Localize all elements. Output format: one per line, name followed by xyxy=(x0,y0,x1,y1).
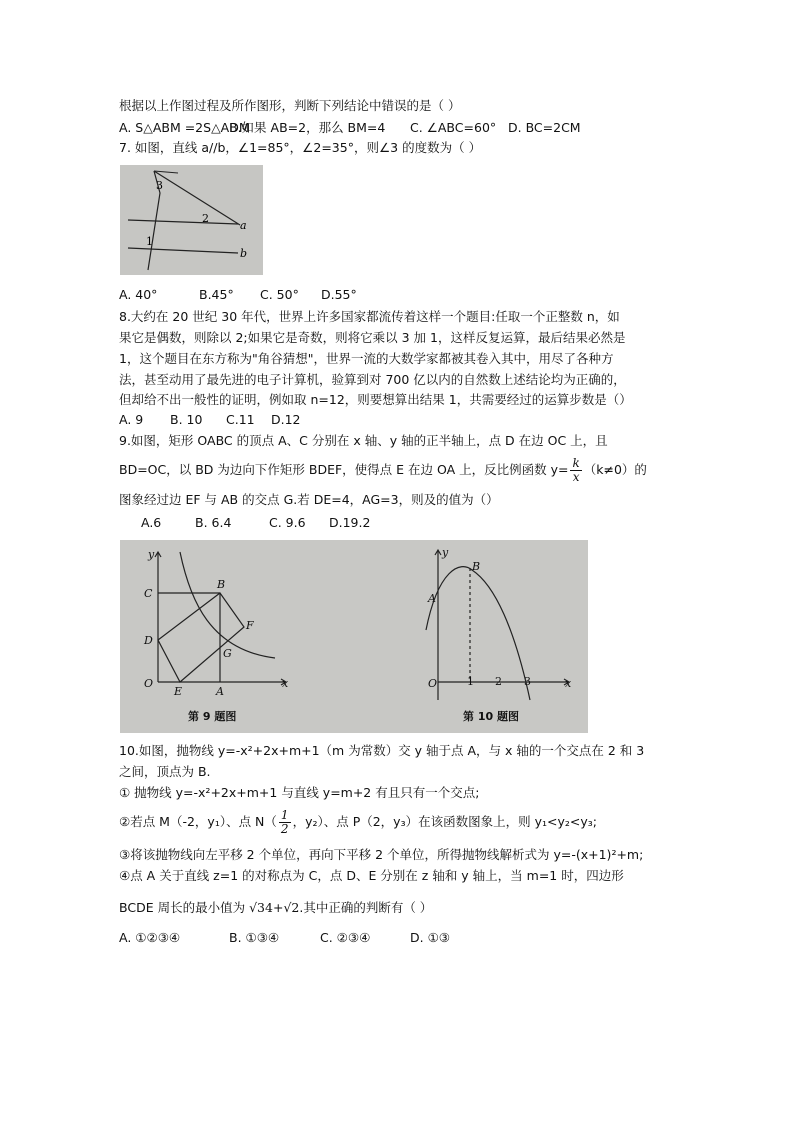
q10-statement-4: ④点 A 关于直线 z=1 的对称点为 C，点 D、E 分别在 z 轴和 y 轴上，当 m=1 时，四边形 xyxy=(119,868,624,883)
option-b: B.如果 AB=2，那么 BM=4 xyxy=(229,120,386,135)
numerator: k xyxy=(572,456,580,470)
plus-sign: + xyxy=(272,900,284,915)
fig9-label-x: x xyxy=(282,677,289,690)
q10-s5-text-a: BCDE 周长的最小值为 xyxy=(119,900,246,915)
question-7: 7. 如图，直线 a//b，∠1=85°，∠2=35°，则∠3 的度数为（ ） xyxy=(119,140,482,155)
denominator: x xyxy=(572,470,580,484)
sqrt-34: √34 xyxy=(249,900,273,915)
fig7-label-3: 3 xyxy=(156,179,163,192)
q6-options xyxy=(119,120,581,136)
fig7-label-b: b xyxy=(240,247,248,260)
fig9-label-b: B xyxy=(217,578,226,591)
q8-line-3: 1，这个题目在东方称为"角谷猜想"，世界一流的大数学家都被其卷入其中，用尽了各种方 xyxy=(119,351,614,366)
q8-options xyxy=(119,412,301,428)
option-a: A. 9 xyxy=(119,412,144,427)
fig10-label-b: B xyxy=(472,560,481,573)
fig9-label-d: D xyxy=(144,634,153,647)
q10-s5-text-b: .其中正确的判断有（ ） xyxy=(299,900,433,915)
q9-options xyxy=(141,515,370,531)
option-b: B. 10 xyxy=(170,412,203,427)
q8-line-4: 法，甚至动用了最先进的电子计算机，验算到对 700 亿以内的自然数上述结论均为正确的， xyxy=(119,372,626,387)
option-b: B.45° xyxy=(199,287,234,302)
option-a: A. S△ABM =2S△ADM xyxy=(119,120,250,135)
q10-statement-1: ① 抛物线 y=-x²+2x+m+1 与直线 y=m+2 有且只有一个交点; xyxy=(119,785,480,800)
fig9-label-c: C xyxy=(144,587,153,600)
fig10-label-x: x xyxy=(565,677,572,690)
q10-line-1: 10.如图，抛物线 y=-x²+2x+m+1（m 为常数）交 y 轴于点 A，与 x 轴的一个交点在 2 和 3 xyxy=(119,743,645,758)
fig10-label-y: y xyxy=(442,546,449,559)
fig10-label-o: O xyxy=(428,677,438,690)
q10-statement-5 xyxy=(119,897,432,919)
fig9-label-y: y xyxy=(148,548,155,561)
option-c: C. ②③④ xyxy=(320,930,371,945)
q10-statement-3: ③将该抛物线向左平移 2 个单位，再向下平移 2 个单位，所得抛物线解析式为 y=-(x+1)²+m; xyxy=(119,847,644,862)
q9-text-a: BD=OC，以 BD 为边向下作矩形 BDEF，使得点 E 在边 OA 上，反比例函数 y= xyxy=(119,462,569,477)
q8-line-2: 果它是偶数，则除以 2;如果它是奇数，则将它乘以 3 加 1，这样反复运算，最后结果必然是 xyxy=(119,330,626,345)
option-c: C. 9.6 xyxy=(269,515,306,530)
sqrt-2: √2 xyxy=(283,900,300,915)
option-d: D.19.2 xyxy=(329,515,371,530)
q10-statement-2 xyxy=(119,808,597,836)
fig10-tick-3: 3 xyxy=(524,675,531,688)
fig10-label-a: A xyxy=(428,592,436,605)
q8-line-1: 8.大约在 20 世纪 30 年代，世界上许多国家都流传着这样一个题目:任取一个正整数 n，如 xyxy=(119,309,620,324)
fig9-label-o: O xyxy=(144,677,154,690)
fig7-label-1: 1 xyxy=(146,235,153,248)
fig9-label-f: F xyxy=(246,619,254,632)
option-a: A. ①②③④ xyxy=(119,930,181,945)
q10-s2-text-b: ，y₂）、点 P（2，y₃）在该函数图象上，则 y₁<y₂<y₃; xyxy=(292,814,597,829)
numerator: 1 xyxy=(280,808,289,822)
option-a: A. 40° xyxy=(119,287,158,302)
fig10-tick-1: 1 xyxy=(467,675,474,688)
option-c: C. ∠ABC=60° xyxy=(410,120,497,135)
fig10-tick-2: 2 xyxy=(495,675,502,688)
fraction-one-half xyxy=(279,809,291,836)
fig10-caption: 第 10 题图 xyxy=(463,710,519,723)
q7-options xyxy=(119,287,357,303)
option-a: A.6 xyxy=(141,515,162,530)
figure-7 xyxy=(120,165,263,275)
q9-line-3: 图象经过边 EF 与 AB 的交点 G.若 DE=4，AG=3，则及的值为（） xyxy=(119,492,499,507)
q10-s2-text-a: ②若点 M（-2，y₁）、点 N（ xyxy=(119,814,277,829)
option-d: D.55° xyxy=(321,287,357,302)
option-b: B. ①③④ xyxy=(229,930,280,945)
q8-line-5: 但却给不出一般性的证明，例如取 n=12，则要想算出结果 1，共需要经过的运算步数是（） xyxy=(119,392,632,407)
figure-9-10-photo xyxy=(120,540,588,733)
q9-line-1: 9.如图，矩形 OABC 的顶点 A、C 分别在 x 轴、y 轴的正半轴上，点 D 在边 OC 上，且 xyxy=(119,433,608,448)
option-c: C.11 xyxy=(226,412,255,427)
q9-line-2 xyxy=(119,456,647,484)
denominator: 2 xyxy=(280,822,289,836)
intro-line: 根据以上作图过程及所作图形，判断下列结论中错误的是（ ） xyxy=(119,98,461,113)
option-d: D.12 xyxy=(271,412,301,427)
q10-line-2: 之间，顶点为 B. xyxy=(119,764,211,779)
option-b: B. 6.4 xyxy=(195,515,232,530)
fig9-caption: 第 9 题图 xyxy=(188,710,237,723)
option-d: D. ①③ xyxy=(410,930,450,945)
fig7-label-2: 2 xyxy=(202,212,209,225)
q10-options xyxy=(119,930,450,946)
fraction-k-over-x xyxy=(570,457,581,484)
fig9-label-e: E xyxy=(174,685,183,698)
fig7-label-a: a xyxy=(240,219,247,232)
fig9-label-a: A xyxy=(216,685,224,698)
option-c: C. 50° xyxy=(260,287,299,302)
q9-text-b: （k≠0）的 xyxy=(583,462,647,477)
option-d: D. BC=2CM xyxy=(508,120,581,135)
fig9-label-g: G xyxy=(223,647,232,660)
